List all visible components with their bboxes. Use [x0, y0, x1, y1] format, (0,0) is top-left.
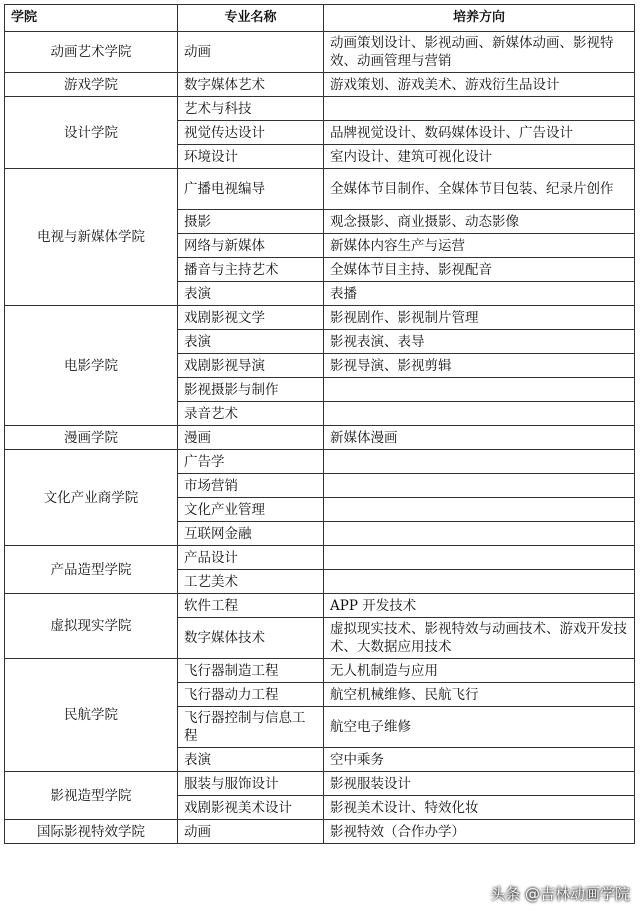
direction-cell	[324, 97, 635, 121]
header-college: 学院	[5, 5, 178, 32]
major-cell: 互联网金融	[178, 522, 324, 546]
major-cell: 漫画	[178, 426, 324, 450]
direction-cell: 空中乘务	[324, 748, 635, 772]
table-row	[5, 772, 635, 796]
major-cell: 录音艺术	[178, 402, 324, 426]
table-row	[5, 73, 635, 97]
college-cell: 动画艺术学院	[5, 32, 178, 73]
major-cell: 工艺美术	[178, 570, 324, 594]
college-cell: 电视与新媒体学院	[5, 169, 178, 306]
direction-cell: 全媒体节目主持、影视配音	[324, 258, 635, 282]
direction-cell	[324, 378, 635, 402]
direction-cell: 影视美术设计、特效化妆	[324, 796, 635, 820]
college-cell: 虚拟现实学院	[5, 594, 178, 659]
watermark: 头条 @吉林动画学院	[490, 885, 630, 903]
major-cell: 环境设计	[178, 145, 324, 169]
table-body	[5, 32, 635, 844]
direction-cell: 影视剧作、影视制片管理	[324, 306, 635, 330]
direction-cell: 影视特效（合作办学）	[324, 820, 635, 844]
major-cell: 服装与服饰设计	[178, 772, 324, 796]
major-cell: 飞行器控制与信息工程	[178, 707, 324, 748]
direction-cell: 动画策划设计、影视动画、新媒体动画、影视特效、动画管理与营销	[324, 32, 635, 73]
table-row	[5, 32, 635, 73]
major-cell: 动画	[178, 820, 324, 844]
direction-cell: 影视导演、影视剪辑	[324, 354, 635, 378]
table-row	[5, 426, 635, 450]
direction-cell: 无人机制造与应用	[324, 659, 635, 683]
major-cell: 飞行器制造工程	[178, 659, 324, 683]
direction-cell: 游戏策划、游戏美术、游戏衍生品设计	[324, 73, 635, 97]
table-row	[5, 594, 635, 618]
college-cell: 漫画学院	[5, 426, 178, 450]
major-cell: 表演	[178, 330, 324, 354]
major-cell: 表演	[178, 748, 324, 772]
direction-cell: 室内设计、建筑可视化设计	[324, 145, 635, 169]
direction-cell: 观念摄影、商业摄影、动态影像	[324, 210, 635, 234]
major-cell: 文化产业管理	[178, 498, 324, 522]
college-cell: 民航学院	[5, 659, 178, 772]
major-cell: 视觉传达设计	[178, 121, 324, 145]
major-cell: 广播电视编导	[178, 169, 324, 210]
major-cell: 软件工程	[178, 594, 324, 618]
table-row	[5, 546, 635, 570]
direction-cell: 新媒体漫画	[324, 426, 635, 450]
college-cell: 文化产业商学院	[5, 450, 178, 546]
major-cell: 戏剧影视文学	[178, 306, 324, 330]
major-cell: 戏剧影视导演	[178, 354, 324, 378]
direction-cell: 新媒体内容生产与运营	[324, 234, 635, 258]
major-cell: 戏剧影视美术设计	[178, 796, 324, 820]
table-row	[5, 820, 635, 844]
college-cell: 影视造型学院	[5, 772, 178, 820]
direction-cell	[324, 522, 635, 546]
direction-cell: 表播	[324, 282, 635, 306]
table-row	[5, 659, 635, 683]
table-row	[5, 169, 635, 210]
direction-cell: APP 开发技术	[324, 594, 635, 618]
major-cell: 影视摄影与制作	[178, 378, 324, 402]
major-cell: 市场营销	[178, 474, 324, 498]
header-row	[5, 5, 635, 32]
major-cell: 广告学	[178, 450, 324, 474]
college-cell: 国际影视特效学院	[5, 820, 178, 844]
direction-cell: 全媒体节目制作、全媒体节目包装、纪录片创作	[324, 169, 635, 210]
table-row	[5, 450, 635, 474]
major-cell: 数字媒体技术	[178, 618, 324, 659]
major-cell: 数字媒体艺术	[178, 73, 324, 97]
major-cell: 飞行器动力工程	[178, 683, 324, 707]
direction-cell	[324, 450, 635, 474]
direction-cell: 航空机械维修、民航飞行	[324, 683, 635, 707]
header-direction: 培养方向	[324, 5, 635, 32]
major-cell: 网络与新媒体	[178, 234, 324, 258]
direction-cell: 品牌视觉设计、数码媒体设计、广告设计	[324, 121, 635, 145]
direction-cell	[324, 474, 635, 498]
direction-cell	[324, 546, 635, 570]
majors-table	[4, 4, 635, 844]
major-cell: 播音与主持艺术	[178, 258, 324, 282]
direction-cell	[324, 570, 635, 594]
major-cell: 表演	[178, 282, 324, 306]
header-major: 专业名称	[178, 5, 324, 32]
direction-cell: 影视服装设计	[324, 772, 635, 796]
college-cell: 产品造型学院	[5, 546, 178, 594]
major-cell: 艺术与科技	[178, 97, 324, 121]
major-cell: 产品设计	[178, 546, 324, 570]
direction-cell: 航空电子维修	[324, 707, 635, 748]
major-cell: 摄影	[178, 210, 324, 234]
direction-cell	[324, 402, 635, 426]
college-cell: 游戏学院	[5, 73, 178, 97]
major-cell: 动画	[178, 32, 324, 73]
college-cell: 设计学院	[5, 97, 178, 169]
direction-cell	[324, 498, 635, 522]
table-row	[5, 306, 635, 330]
table-row	[5, 97, 635, 121]
college-cell: 电影学院	[5, 306, 178, 426]
direction-cell: 虚拟现实技术、影视特效与动画技术、游戏开发技术、大数据应用技术	[324, 618, 635, 659]
direction-cell: 影视表演、表导	[324, 330, 635, 354]
